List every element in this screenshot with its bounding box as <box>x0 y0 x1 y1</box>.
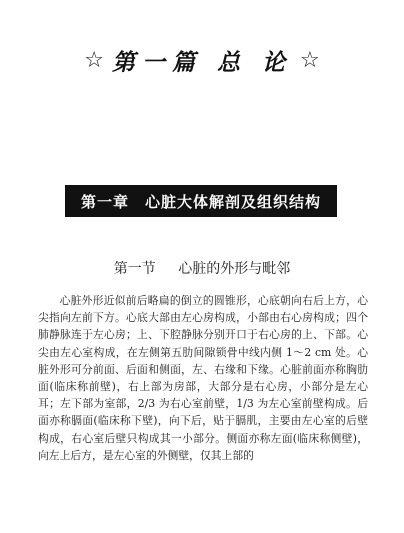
body-paragraph: 心脏外形近似前后略扁的倒立的圆锥形，心底朝向右后上方，心尖指向左前下方。心底大部由左心房构成，小部由右心房构成；四个肺静脉连于左心房；上、下腔静脉分别开口于右心房的上、下部。心尖由左心室构成，在左侧第五肋间隙锁骨中线内侧 1～2 cm 处。心脏外形可分前面、后面和侧面，左、右缘和下缘。心脏前面亦称胸肋面(临床称前壁)，右上部为房部，大部分是右心房，小部分是左心耳；左下部为室部，2/3 为右心室前壁，1/3 为左心室前壁构成。后面亦称膈面(临床称下壁)，向下后，贴于膈肌，主要由左心室的后壁构成，右心室后壁只构成其一小部分。侧面亦称左面(临床称侧壁)，向左上后方，是左心室的外侧壁，仅其上部的 <box>38 294 368 462</box>
section-title: 心脏的外形与毗邻 <box>178 261 291 277</box>
part-title: 第一篇 总 论 <box>111 49 292 76</box>
part-heading <box>0 40 404 80</box>
star-icon-left: ☆ <box>84 47 104 73</box>
chapter-banner <box>65 185 337 217</box>
star-icon-right: ☆ <box>300 47 320 73</box>
chapter-number: 第一章 <box>80 192 129 211</box>
chapter-title: 心脏大体解剖及组织结构 <box>145 192 322 211</box>
section-number: 第一节 <box>113 261 156 277</box>
section-heading <box>0 258 404 278</box>
